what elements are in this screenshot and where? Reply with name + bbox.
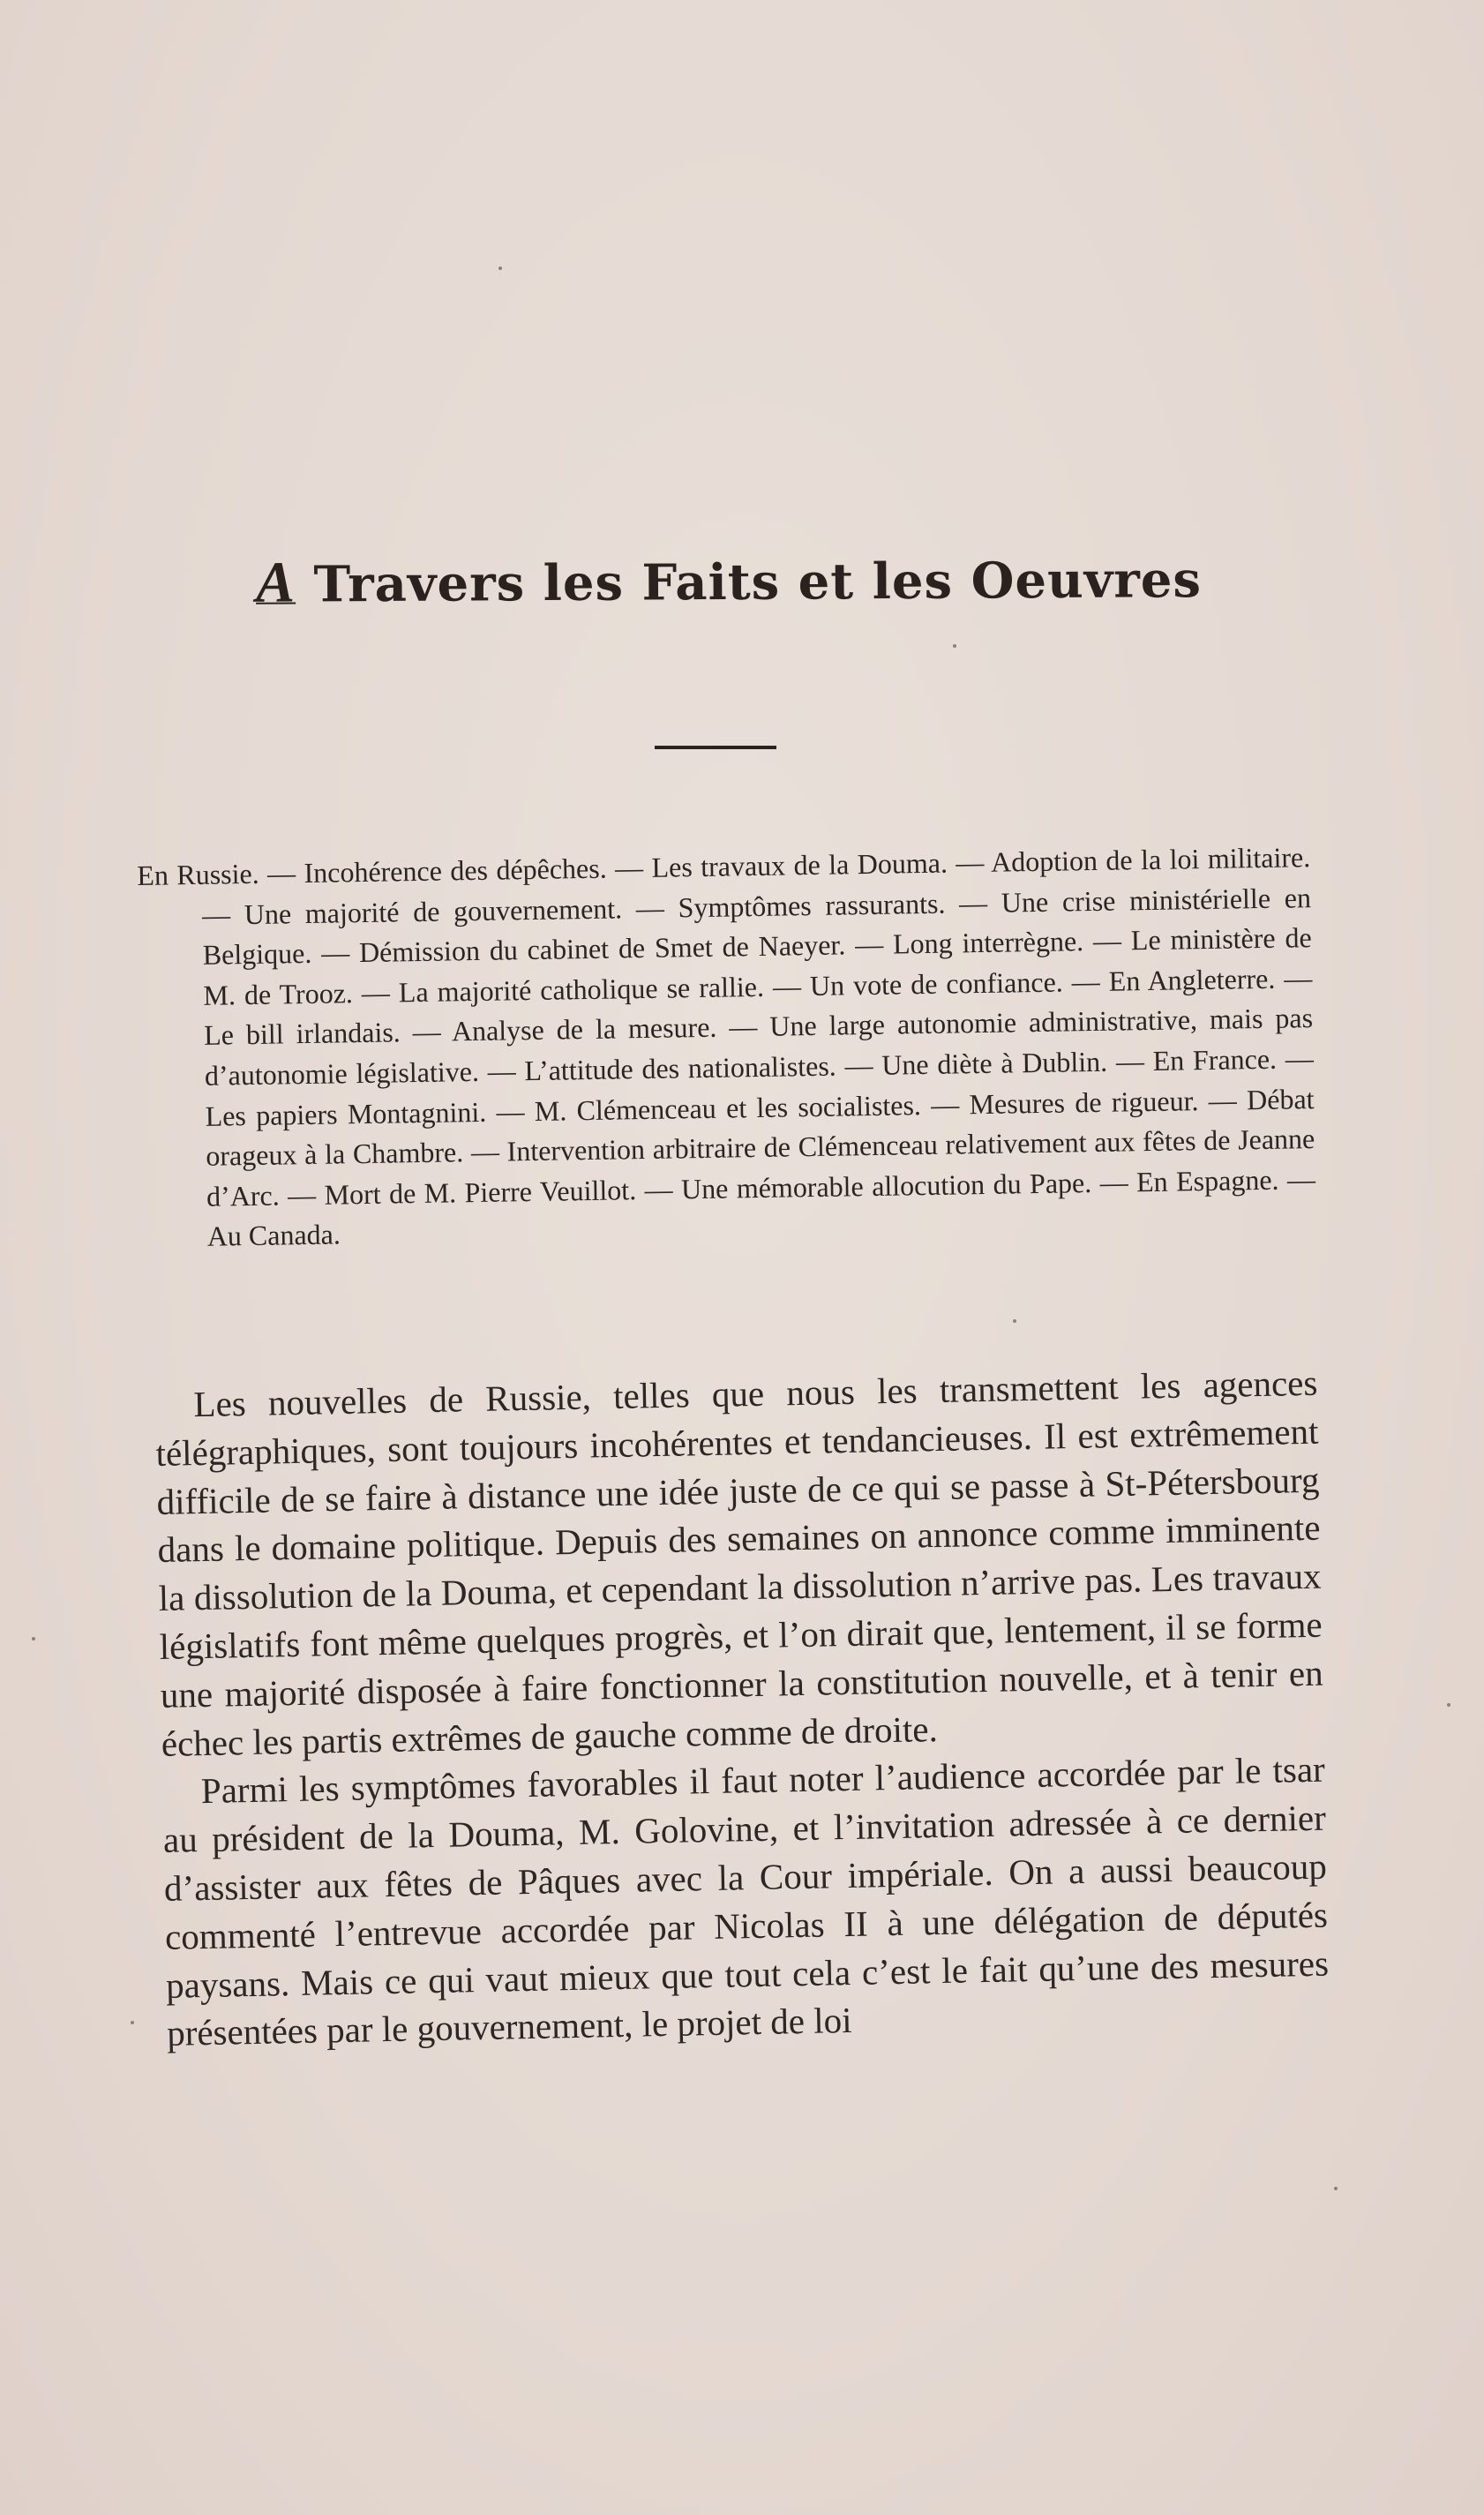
article-body [154, 1359, 1330, 2058]
paper-speck [32, 1637, 35, 1640]
title-initial: A [255, 550, 296, 615]
section-title [255, 544, 1203, 616]
paper-speck [1447, 1703, 1450, 1707]
paragraph-1: Les nouvelles de Russie, telles que nous les transmettent les agences télégraphiques, sont toujours incohérentes et tendancieuses. Il est extrêmement difficile de se faire à distance une idée juste de ce qui se passe à St-Pétersbourg dans le domaine politique. Depuis des semaines on annonce comme imminente la dissolution de la Douma, et cependant la dissolution n’arrive pas. Les travaux législatifs font même quelques progrès, et l’on dirait que, lentement, il se forme une majorité disposée à faire fonctionner la constitution nouvelle, et à tenir en échec les partis extrêmes de gauche comme de droite. [155, 1362, 1324, 1764]
title-divider [655, 746, 776, 749]
paper-speck [1013, 1319, 1016, 1323]
paper-speck [1334, 2187, 1338, 2190]
paper-speck [131, 2021, 134, 2024]
chapter-summary: En Russie. — Incohérence des dépêches. — Les travaux de la Douma. — Adoption de la loi militaire. — Une majorité de gouvernement. — Symptômes rassurants. — Une crise ministérielle en Belgique. — Démission du cabinet de Smet de Naeyer. — Long interrègne. — Le ministère de M. de Trooz. — La majorité catholique se rallie. — Un vote de confiance. — En Angleterre. — Le bill irlandais. — Analyse de la mesure. — Une large autonomie administrative, mais pas d’autonomie législative. — L’attitude des nationalistes. — Une diète à Dublin. — En France. — Les papiers Montagnini. — M. Clémenceau et les socialistes. — Mesures de rigueur. — Débat orageux à la Chambre. — Intervention arbitraire de Clémenceau relativement aux fêtes de Jeanne d’Arc. — Mort de M. Pierre Veuillot. — Une mémorable allocution du Pape. — En Espagne. — Au Canada. [137, 841, 1316, 1253]
title-text: Travers les Faits et les Oeuvres [313, 551, 1203, 614]
paper-speck [498, 267, 502, 270]
paragraph-2: Parmi les symptômes favorables il faut noter l’audience accordée par le tsar au président de la Douma, M. Golovine, et l’invitation adressée à ce dernier d’assister aux fêtes de Pâques avec la Cour impériale. On a aussi beaucoup commenté l’entrevue accordée par Nicolas II à une délégation de députés paysans. Mais ce qui vaut mieux que tout cela c’est le fait qu’une des mesures présentées par le gouvernement, le projet de loi [162, 1748, 1330, 2054]
paper-speck [953, 644, 956, 648]
